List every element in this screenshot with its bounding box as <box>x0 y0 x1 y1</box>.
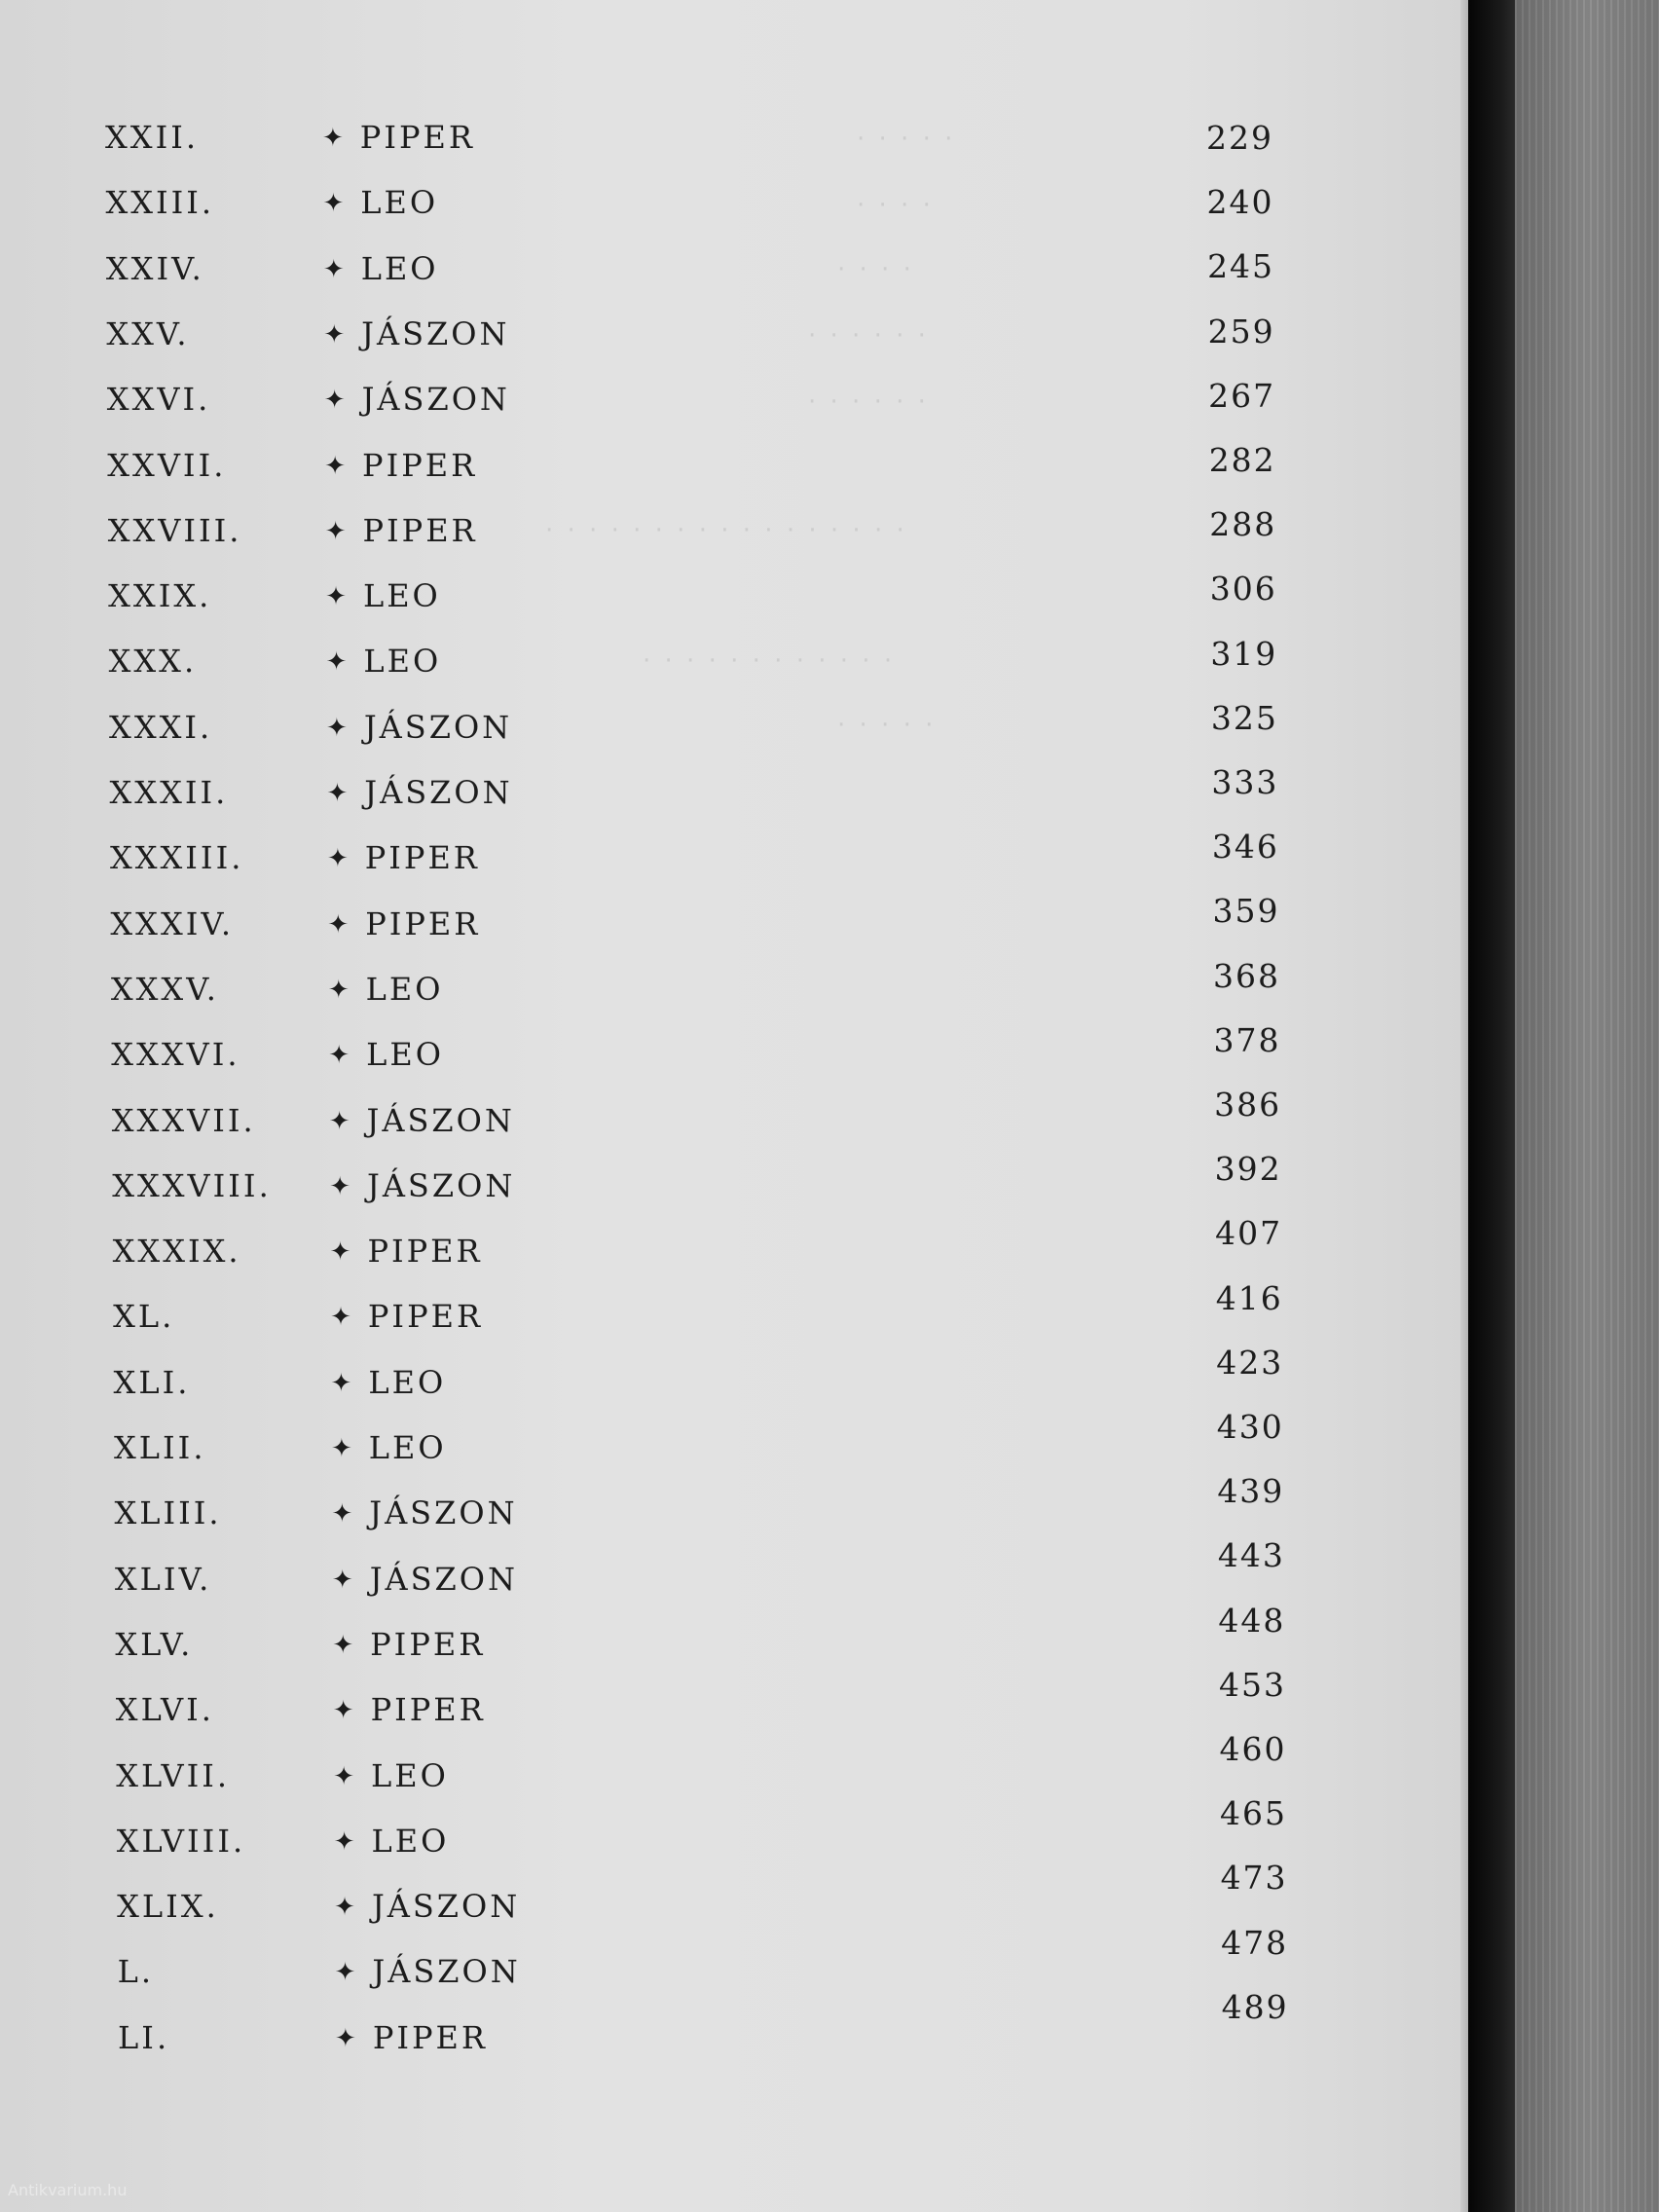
separator-star-icon: ✦ <box>334 1958 359 1988</box>
narrator-name: LEO <box>371 1822 450 1860</box>
chapter-number: XXIX. <box>108 577 212 615</box>
show-through-text: · · · · · · · · · · · · <box>643 646 896 676</box>
toc-row <box>107 505 1277 561</box>
chapter-narrator <box>331 1364 447 1401</box>
page-number: 423 <box>1216 1343 1284 1382</box>
chapter-number: XXXIII. <box>109 839 244 877</box>
chapter-number: XXIV. <box>105 249 204 287</box>
chapter-narrator <box>326 643 442 680</box>
separator-star-icon: ✦ <box>329 1237 354 1268</box>
book-cover-edge <box>1468 0 1515 2212</box>
separator-star-icon: ✦ <box>322 124 347 153</box>
narrator-name: JÁSZON <box>364 774 513 811</box>
chapter-number: XLIV. <box>114 1560 212 1598</box>
toc-row <box>108 634 1278 691</box>
chapter-number: XLVIII. <box>116 1822 246 1860</box>
separator-star-icon: ✦ <box>331 1434 355 1463</box>
narrator-name: PIPER <box>370 1625 486 1663</box>
separator-star-icon: ✦ <box>323 319 349 350</box>
page-number: 319 <box>1210 634 1278 673</box>
show-through-text: · · · · · · <box>808 321 929 350</box>
narrator-name: LEO <box>368 1429 447 1466</box>
chapter-narrator <box>333 1691 486 1728</box>
chapter-number: XLII. <box>114 1429 206 1466</box>
chapter-number: XXXIX. <box>112 1233 241 1271</box>
page-number: 288 <box>1209 505 1277 544</box>
narrator-name: LEO <box>360 249 439 287</box>
chapter-narrator <box>325 512 478 549</box>
chapter-narrator <box>327 774 513 811</box>
chapter-narrator <box>334 1888 520 1925</box>
show-through-text: · · · · · <box>857 125 956 154</box>
toc-row <box>116 1794 1288 1871</box>
page-number: 386 <box>1214 1086 1282 1124</box>
separator-star-icon: ✦ <box>327 975 352 1005</box>
show-through-text: · · · · · <box>837 711 937 740</box>
toc-row <box>116 1730 1287 1806</box>
page-number: 453 <box>1218 1665 1286 1704</box>
page-number: 325 <box>1210 698 1278 737</box>
toc-row <box>118 1987 1289 2068</box>
chapter-narrator <box>331 1429 447 1466</box>
page-number: 378 <box>1213 1020 1281 1059</box>
separator-star-icon: ✦ <box>324 451 350 481</box>
narrator-name: JÁSZON <box>361 381 510 419</box>
chapter-narrator <box>328 971 444 1008</box>
toc-row <box>108 570 1277 626</box>
toc-row <box>117 1923 1289 2002</box>
separator-star-icon: ✦ <box>325 647 350 678</box>
toc-row <box>112 1214 1283 1281</box>
page-number: 229 <box>1206 119 1273 157</box>
separator-star-icon: ✦ <box>334 1893 358 1923</box>
chapter-number: L. <box>117 1953 155 1991</box>
page-number: 333 <box>1211 763 1279 801</box>
separator-star-icon: ✦ <box>328 1041 353 1071</box>
narrator-name: JÁSZON <box>371 1888 521 1926</box>
separator-star-icon: ✦ <box>332 1630 357 1660</box>
chapter-number: XXIII. <box>105 184 215 222</box>
chapter-narrator <box>334 1823 450 1860</box>
chapter-number: XLVII. <box>116 1756 231 1794</box>
separator-star-icon: ✦ <box>332 1696 357 1726</box>
show-through-text: · · · · <box>837 255 914 284</box>
narrator-name: PIPER <box>372 2018 488 2056</box>
separator-star-icon: ✦ <box>323 386 349 416</box>
chapter-narrator <box>325 577 441 614</box>
chapter-narrator <box>327 905 480 942</box>
page-number: 439 <box>1217 1472 1285 1511</box>
page-number: 460 <box>1219 1730 1287 1768</box>
chapter-narrator <box>329 1102 515 1139</box>
toc-row <box>115 1601 1286 1675</box>
narrator-name: PIPER <box>362 446 478 484</box>
chapter-narrator <box>324 447 477 484</box>
narrator-name: JÁSZON <box>366 1166 516 1204</box>
page-number: 465 <box>1220 1794 1288 1833</box>
page-number: 473 <box>1220 1859 1288 1898</box>
toc-row <box>106 376 1276 429</box>
chapter-narrator <box>332 1561 518 1598</box>
chapter-number: XLV. <box>115 1625 194 1663</box>
chapter-narrator <box>324 381 510 418</box>
chapter-number: XLI. <box>113 1363 191 1401</box>
separator-star-icon: ✦ <box>331 1499 356 1530</box>
separator-star-icon: ✦ <box>333 1826 358 1857</box>
watermark: Antikvarium.hu <box>8 2181 128 2199</box>
chapter-number: XXXVI. <box>111 1036 240 1074</box>
narrator-name: JÁSZON <box>372 1953 521 1991</box>
narrator-name: JÁSZON <box>366 1101 515 1139</box>
separator-star-icon: ✦ <box>328 1106 353 1136</box>
chapter-narrator <box>329 1167 515 1204</box>
narrator-name: PIPER <box>364 839 480 877</box>
chapter-narrator <box>328 1036 444 1073</box>
toc-row <box>117 1859 1288 1936</box>
chapter-number: XXVII. <box>107 446 227 484</box>
page-number: 489 <box>1221 1987 1289 2026</box>
separator-star-icon: ✦ <box>326 713 350 743</box>
show-through-text: · · · · <box>857 191 934 220</box>
chapter-number: XXXVII. <box>111 1101 256 1139</box>
chapter-narrator <box>333 1757 449 1794</box>
narrator-name: LEO <box>365 970 444 1008</box>
toc-row <box>109 828 1279 888</box>
page-number: 267 <box>1208 376 1276 415</box>
chapter-narrator <box>322 184 438 221</box>
separator-star-icon: ✦ <box>330 1368 355 1398</box>
narrator-name: PIPER <box>370 1691 486 1729</box>
toc-row <box>107 441 1276 496</box>
separator-star-icon: ✦ <box>325 582 350 612</box>
toc-row <box>114 1472 1285 1543</box>
page-number: 430 <box>1216 1408 1284 1446</box>
chapter-narrator <box>330 1298 483 1335</box>
chapter-number: XXXII. <box>109 774 229 811</box>
chapter-narrator <box>323 250 439 287</box>
chapter-narrator <box>327 839 480 876</box>
chapter-number: XXII. <box>105 119 200 156</box>
narrator-name: LEO <box>366 1036 444 1074</box>
separator-star-icon: ✦ <box>322 254 348 284</box>
toc-row <box>113 1278 1283 1346</box>
chapter-number: XXX. <box>108 643 198 681</box>
wooden-surface <box>1515 0 1659 2212</box>
narrator-name: PIPER <box>367 1233 483 1271</box>
chapter-number: XXVI. <box>106 381 211 419</box>
toc-row <box>111 1086 1282 1151</box>
page-number: 443 <box>1217 1536 1285 1575</box>
chapter-number: XXVIII. <box>107 511 242 549</box>
narrator-name: LEO <box>363 643 442 681</box>
page-number: 407 <box>1215 1214 1283 1253</box>
separator-star-icon: ✦ <box>329 1171 353 1201</box>
chapter-number: XXV. <box>106 314 190 352</box>
chapter-narrator <box>322 119 475 156</box>
page-number: 416 <box>1215 1278 1283 1317</box>
toc-row <box>114 1408 1284 1478</box>
narrator-name: LEO <box>360 184 439 222</box>
toc-row <box>106 312 1275 364</box>
chapter-number: XLVI. <box>115 1691 214 1729</box>
toc-row <box>112 1150 1282 1216</box>
chapter-number: XXXVIII. <box>112 1166 272 1204</box>
chapter-number: XLIX. <box>117 1888 219 1926</box>
toc-row <box>105 247 1275 299</box>
separator-star-icon: ✦ <box>324 516 350 546</box>
narrator-name: LEO <box>368 1363 447 1401</box>
narrator-name: PIPER <box>365 904 481 942</box>
show-through-text: · · · · · · · · · · · · · · · · · <box>545 516 907 545</box>
separator-star-icon: ✦ <box>322 189 348 219</box>
chapter-narrator <box>326 709 512 746</box>
toc-row <box>105 184 1273 233</box>
toc-row <box>109 698 1278 757</box>
chapter-number: XLIII. <box>114 1494 222 1532</box>
toc-row <box>105 119 1273 167</box>
narrator-name: JÁSZON <box>363 708 513 746</box>
chapter-narrator <box>335 2019 488 2056</box>
separator-star-icon: ✦ <box>330 1303 354 1333</box>
chapter-narrator <box>332 1626 485 1663</box>
chapter-number: XXXIV. <box>110 904 235 942</box>
chapter-narrator <box>331 1494 517 1531</box>
narrator-name: PIPER <box>359 119 475 156</box>
narrator-name: PIPER <box>362 511 478 549</box>
narrator-name: LEO <box>362 577 441 615</box>
page-number: 346 <box>1211 828 1279 866</box>
separator-star-icon: ✦ <box>331 1565 356 1595</box>
chapter-number: XXXV. <box>110 970 219 1008</box>
narrator-name: LEO <box>371 1756 449 1794</box>
narrator-name: JÁSZON <box>369 1560 519 1598</box>
toc-row <box>114 1536 1285 1609</box>
page-number: 359 <box>1212 892 1280 931</box>
toc-row <box>110 956 1280 1019</box>
narrator-name: PIPER <box>367 1298 484 1336</box>
chapter-narrator <box>323 315 509 352</box>
page-number: 448 <box>1218 1601 1286 1640</box>
page-number: 478 <box>1221 1923 1289 1962</box>
chapter-number: LI. <box>118 2018 170 2056</box>
page-number: 282 <box>1208 441 1276 479</box>
separator-star-icon: ✦ <box>333 1761 358 1791</box>
chapter-number: XXXI. <box>109 708 213 746</box>
toc-row <box>110 892 1280 954</box>
toc-row <box>113 1343 1284 1413</box>
chapter-narrator <box>335 1953 521 1990</box>
separator-star-icon: ✦ <box>335 2023 359 2053</box>
page-number: 245 <box>1207 247 1275 286</box>
separator-star-icon: ✦ <box>326 844 351 874</box>
page-number: 368 <box>1213 956 1280 995</box>
toc-row <box>115 1665 1286 1740</box>
toc-row <box>111 1020 1281 1085</box>
page-number: 259 <box>1207 312 1275 350</box>
show-through-text: · · · · · · <box>808 387 929 417</box>
toc-row <box>109 763 1279 823</box>
page-number: 306 <box>1209 570 1277 608</box>
chapter-number: XL. <box>113 1298 175 1336</box>
chapter-narrator <box>330 1233 483 1270</box>
separator-star-icon: ✦ <box>326 779 351 808</box>
page-number: 392 <box>1214 1150 1282 1189</box>
narrator-name: JÁSZON <box>369 1494 518 1532</box>
separator-star-icon: ✦ <box>327 909 352 940</box>
page-number: 240 <box>1206 183 1274 222</box>
narrator-name: JÁSZON <box>361 314 510 352</box>
